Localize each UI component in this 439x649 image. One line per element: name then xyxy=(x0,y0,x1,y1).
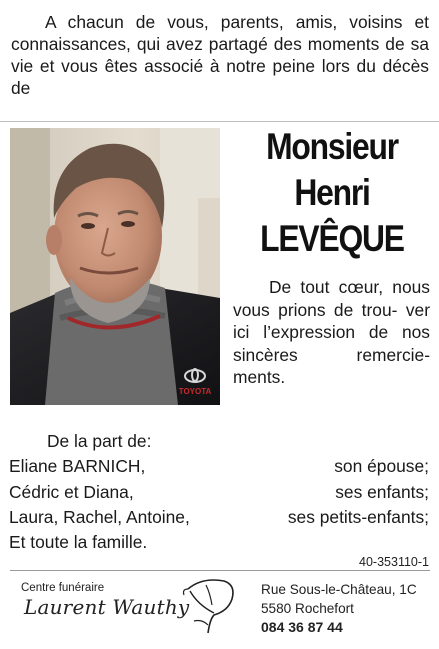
from-label: De la part de: xyxy=(47,431,152,451)
family-relation: ses petits-enfants; xyxy=(287,507,429,527)
top-divider xyxy=(0,121,439,122)
name-title: Monsieur xyxy=(266,126,398,167)
address-city: 5580 Rochefort xyxy=(261,601,354,616)
jacket-badge: TOYOTA xyxy=(178,387,212,396)
deceased-name xyxy=(246,124,418,262)
family-member: Laura, Rachel, Antoine, xyxy=(9,507,190,527)
reference-number: 40-353110-1 xyxy=(359,555,429,569)
thanks-text: De tout cœur, nous vous prions de trou- ver ici l’expression de nos sincères remercie- ments. xyxy=(233,277,430,387)
family-member: Cédric et Diana, xyxy=(9,482,134,502)
phone-number: 084 36 87 44 xyxy=(261,619,343,635)
portrait-photo xyxy=(10,128,220,405)
calla-lily-icon xyxy=(180,575,238,635)
address-street: Rue Sous-le-Château, 1C xyxy=(261,582,417,597)
funeral-home-address xyxy=(261,580,417,637)
name-first: Henri xyxy=(294,172,370,213)
funeral-home-label: Centre funéraire xyxy=(21,582,105,594)
family-member: Eliane BARNICH, xyxy=(9,456,146,476)
family-member: Et toute la famille. xyxy=(9,532,148,552)
intro-text: A chacun de vous, parents, amis, voisins et connaissances, qui avez partagé des moments de sa vie et vous êtes associé à notre peine lors du décès de xyxy=(11,12,429,98)
name-last: LEVÊQUE xyxy=(260,218,404,259)
funeral-home-name: Laurent Wauthy xyxy=(24,595,190,619)
bottom-divider xyxy=(10,570,430,571)
family-relation: son épouse; xyxy=(334,456,429,476)
family-relation: ses enfants; xyxy=(335,482,429,502)
